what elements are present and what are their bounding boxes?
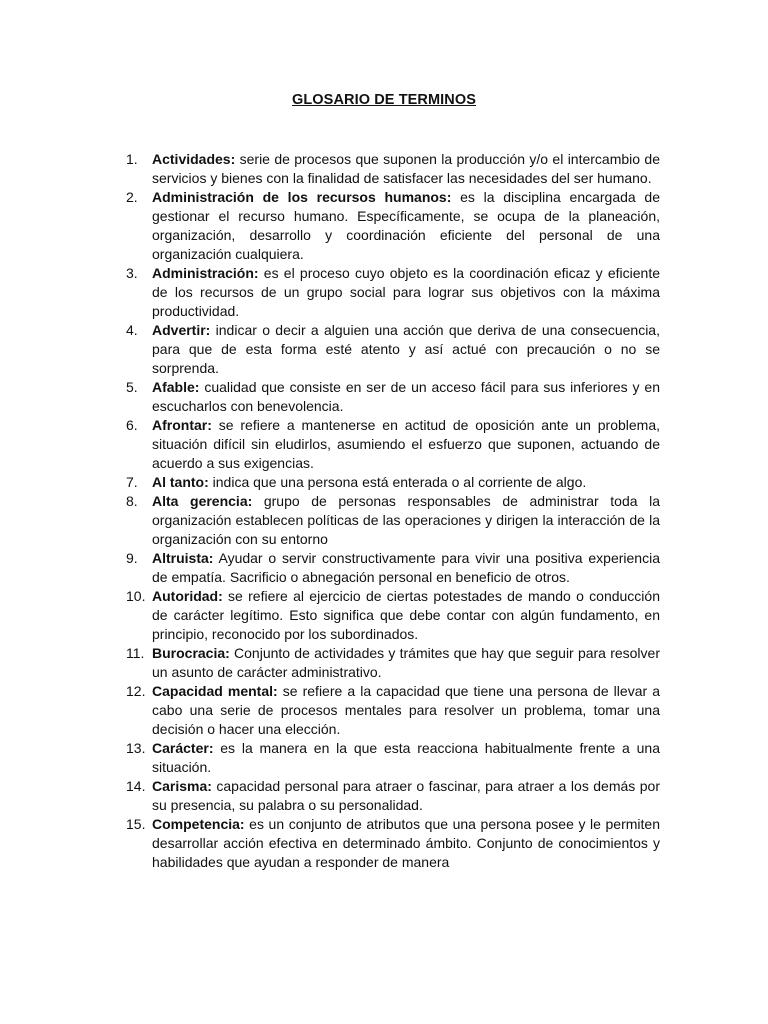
entry-number: 8. — [126, 493, 138, 509]
entry-definition: es el proceso cuyo objeto es la coordinación eficaz y eficiente de los recursos de un grupo social para lograr sus objetivos con la máxima productividad. — [152, 265, 660, 319]
entry-term: Administración de los recursos humanos: — [152, 189, 452, 205]
entry-number: 12. — [126, 683, 146, 699]
entry-definition: se refiere a mantenerse en actitud de oposición ante un problema, situación difícil sin eludirlos, asumiendo el esfuerzo que suponen, actuando de acuerdo a sus exigencias. — [152, 417, 660, 471]
entry-term: Afrontar: — [152, 417, 212, 433]
glossary-entry — [126, 188, 660, 264]
glossary-entry — [126, 587, 660, 644]
entry-definition: Conjunto de actividades y trámites que hay que seguir para resolver un asunto de carácter administrativo. — [152, 645, 660, 680]
entry-number: 9. — [126, 550, 138, 566]
glossary-entry — [126, 682, 660, 739]
entry-number: 5. — [126, 379, 138, 395]
entry-definition: capacidad personal para atraer o fascinar, para atraer a los demás por su presencia, su palabra o su personalidad. — [152, 778, 660, 813]
entry-definition: indica que una persona está enterada o al corriente de algo. — [208, 474, 587, 490]
entry-definition: grupo de personas responsables de administrar toda la organización establecen políticas de las operaciones y dirigen la interacción de la organización con su entorno — [152, 493, 660, 547]
glossary-entry — [126, 264, 660, 321]
entry-definition: es un conjunto de atributos que una persona posee y le permiten desarrollar acción efectiva en determinado ámbito. Conjunto de conocimientos y habilidades que ayudan a responder de manera — [152, 816, 660, 870]
glossary-entry — [126, 378, 660, 416]
glossary-entry — [126, 549, 660, 587]
entry-definition: indicar o decir a alguien una acción que deriva de una consecuencia, para que de esta forma esté atento y así actué con precaución o no se sorprenda. — [152, 322, 660, 376]
entry-term: Burocracia: — [152, 645, 230, 661]
entry-number: 3. — [126, 265, 138, 281]
entry-term: Administración: — [152, 265, 259, 281]
entry-definition: cualidad que consiste en ser de un acceso fácil para sus inferiores y en escucharlos con benevolencia. — [152, 379, 660, 414]
glossary-entry — [126, 321, 660, 378]
entry-number: 1. — [126, 151, 138, 167]
entry-number: 6. — [126, 417, 138, 433]
entry-term: Capacidad mental: — [152, 683, 278, 699]
glossary-entry — [126, 644, 660, 682]
entry-term: Al tanto: — [152, 474, 209, 490]
entry-definition: es la manera en la que esta reacciona habitualmente frente a una situación. — [152, 740, 660, 775]
entry-number: 14. — [126, 778, 146, 794]
entry-term: Carácter: — [152, 740, 214, 756]
page-title: GLOSARIO DE TERMINOS — [291, 92, 477, 108]
glossary-entry — [126, 416, 660, 473]
glossary-list — [126, 150, 660, 872]
entry-term: Advertir: — [152, 322, 211, 338]
entry-term: Afable: — [152, 379, 200, 395]
entry-term: Autoridad: — [152, 588, 223, 604]
glossary-entry — [126, 473, 660, 492]
entry-term: Altruista: — [152, 550, 214, 566]
entry-number: 13. — [126, 740, 146, 756]
entry-definition: es la disciplina encargada de gestionar el recurso humano. Específicamente, se ocupa de la planeación, organización, desarrollo y coordinación eficiente del personal de una organización cualquiera. — [152, 189, 660, 262]
glossary-entry — [126, 739, 660, 777]
entry-number: 15. — [126, 816, 146, 832]
glossary-entry — [126, 492, 660, 549]
entry-number: 4. — [126, 322, 138, 338]
entry-number: 7. — [126, 474, 138, 490]
entry-definition: serie de procesos que suponen la producción y/o el intercambio de servicios y bienes con la finalidad de satisfacer las necesidades del ser humano. — [152, 151, 660, 186]
entry-term: Alta gerencia: — [152, 493, 253, 509]
entry-definition: Ayudar o servir constructivamente para vivir una positiva experiencia de empatía. Sacrificio o abnegación personal en beneficio de otros. — [152, 550, 660, 585]
entry-number: 11. — [126, 645, 145, 661]
entry-definition: se refiere a la capacidad que tiene una persona de llevar a cabo una serie de procesos mentales para resolver un problema, tomar una decisión o hacer una elección. — [152, 683, 660, 737]
entry-number: 10. — [126, 588, 146, 604]
entry-term: Competencia: — [152, 816, 245, 832]
glossary-entry — [126, 777, 660, 815]
entry-term: Actividades: — [152, 151, 236, 167]
glossary-entry — [126, 150, 660, 188]
glossary-entry — [126, 815, 660, 872]
entry-number: 2. — [126, 189, 138, 205]
entry-definition: se refiere al ejercicio de ciertas potestades de mando o conducción de carácter legítimo. Esto significa que debe contar con algún fundamento, en principio, reconocido por los subordinados. — [152, 588, 660, 642]
entry-term: Carisma: — [152, 778, 212, 794]
